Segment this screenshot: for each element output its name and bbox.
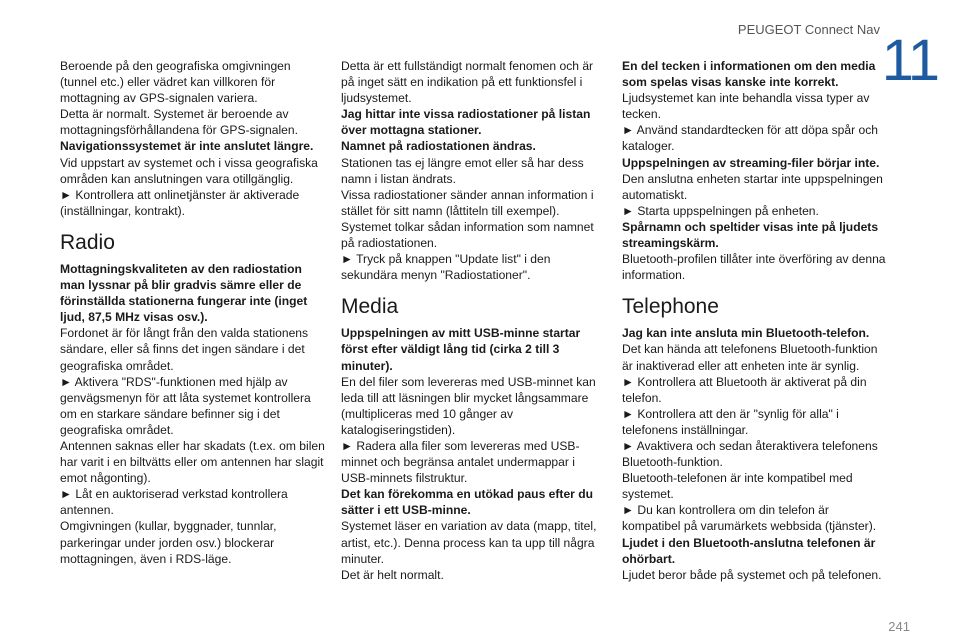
instruction: ► Avaktivera och sedan återaktivera telefonens Bluetooth-funktion. (622, 438, 878, 470)
paragraph: Det kan hända att telefonens Bluetooth-funktion är inaktiverad eller att enheten inte är synlig. (622, 342, 878, 373)
instruction: ► Använd standardtecken för att döpa spår och kataloger. (622, 123, 879, 154)
paragraph: Den anslutna enheten startar inte uppspelningen automatiskt. (622, 171, 883, 202)
question: Jag hittar inte vissa radiostationer på listan över mottagna stationer. (341, 107, 591, 138)
section-heading-media: Media (341, 295, 399, 319)
section-heading-telephone: Telephone (622, 295, 719, 319)
question: Mottagningskvaliteten av den radiostation man lyssnar på blir gradvis sämre eller de förinställda stationerna fungerar inte (inget ljud, 87,5 MHz visas osv.). (60, 261, 308, 325)
paragraph: Vissa radiostationer sänder annan information i stället för sitt namn (låttiteln till exempel). Systemet tolkar sådan information som namnet på radiostationen. (341, 187, 594, 251)
paragraph: Det är helt normalt. (341, 567, 444, 582)
paragraph: Fordonet är för långt från den valda stationens sändare, eller så finns det ingen sändare i det geografiska området. (60, 326, 309, 373)
paragraph: Omgivningen (kullar, byggnader, tunnlar, parkeringar under jorden osv.) blockerar mottagningen, även i RDS-läge. (60, 519, 277, 566)
instruction: ► Låt en auktoriserad verkstad kontrollera antennen. (60, 487, 288, 518)
section-heading-radio: Radio (60, 230, 115, 254)
paragraph: Bluetooth-profilen tillåter inte överföring av denna information. (622, 252, 886, 283)
paragraph: Systemet läser en variation av data (mapp, titel, artist, etc.). Denna process kan ta upp till några minuter. (341, 519, 597, 566)
question: Spårnamn och speltider visas inte på ljudets streamingskärm. (622, 219, 879, 251)
instruction: ► Kontrollera att Bluetooth är aktiverat på din telefon. (622, 374, 867, 405)
question: Ljudet i den Bluetooth-anslutna telefonen är ohörbart. (622, 535, 876, 566)
question: Navigationssystemet är inte anslutet längre. (60, 139, 314, 154)
paragraph: En del filer som levereras med USB-minnet kan leda till att läsningen blir mycket långsammare (multipliceras med 10 gånger av katalogiseringstiden). (341, 374, 596, 437)
paragraph: Stationen tas ej längre emot eller så har dess namn i listan ändrats. (341, 155, 584, 186)
instruction: ► Starta uppspelningen på enheten. (622, 203, 819, 218)
document-header: PEUGEOT Connect Nav (737, 22, 880, 37)
paragraph: Detta är normalt. Systemet är beroende av mottagningsförhållandena för GPS-signalen. (60, 107, 298, 138)
instruction: ► Tryck på knappen "Update list" i den sekundära menyn "Radiostationer". (341, 252, 551, 283)
question: Det kan förekomma en utökad paus efter du sätter i ett USB-minne. (341, 487, 594, 518)
instruction: ► Kontrollera att den är "synlig för alla" i telefonens inställningar. (622, 406, 839, 437)
chapter-number: 11 (881, 28, 938, 93)
instruction: ► Aktivera "RDS"-funktionen med hjälp av genvägsmenyn för att låta systemet kontrollera om en starkare sändare befinner sig i det geografiska området. (60, 374, 311, 437)
paragraph: Bluetooth-telefonen är inte kompatibel med systemet. (622, 471, 853, 502)
instruction: ► Radera alla filer som levereras med USB-minnet och begränsa antalet undermappar i USB-minnets filstruktur. (341, 438, 580, 486)
paragraph: Antennen saknas eller har skadats (t.ex. om bilen har varit i en biltvätts eller om antennen har slagit emot någonting). (60, 438, 325, 486)
paragraph: Detta är ett fullständigt normalt fenomen och är på inget sätt en indikation på ett funktionsfel i ljudsystemet. (341, 59, 594, 106)
question: Namnet på radiostationen ändras. (341, 139, 536, 154)
column-3 (622, 58, 888, 583)
paragraph: Vid uppstart av systemet och i vissa geografiska områden kan anslutningen vara otillgänglig. (60, 155, 318, 186)
paragraph: Beroende på den geografiska omgivningen (tunnel etc.) eller vädret kan villkoren för mottagning av GPS-signalen variera. (60, 59, 291, 106)
instruction: ► Kontrollera att onlinetjänster är aktiverade (inställningar, kontrakt). (60, 187, 300, 218)
question: Jag kan inte ansluta min Bluetooth-telefon. (622, 326, 870, 341)
question: Uppspelningen av mitt USB-minne startar först efter väldigt lång tid (cirka 2 till 3 minuter). (341, 326, 581, 373)
column-2 (341, 58, 607, 583)
column-1 (60, 58, 326, 567)
page-number: 241 (888, 619, 910, 634)
instruction: ► Du kan kontrollera om din telefon är kompatibel på varumärkets webbsida (tjänster). (622, 503, 877, 534)
paragraph: Ljudsystemet kan inte behandla vissa typer av tecken. (622, 91, 870, 122)
paragraph: Ljudet beror både på systemet och på telefonen. (622, 567, 882, 582)
question: Uppspelningen av streaming-filer börjar inte. (622, 155, 880, 170)
question: En del tecken i informationen om den media som spelas visas kanske inte korrekt. (622, 59, 876, 90)
